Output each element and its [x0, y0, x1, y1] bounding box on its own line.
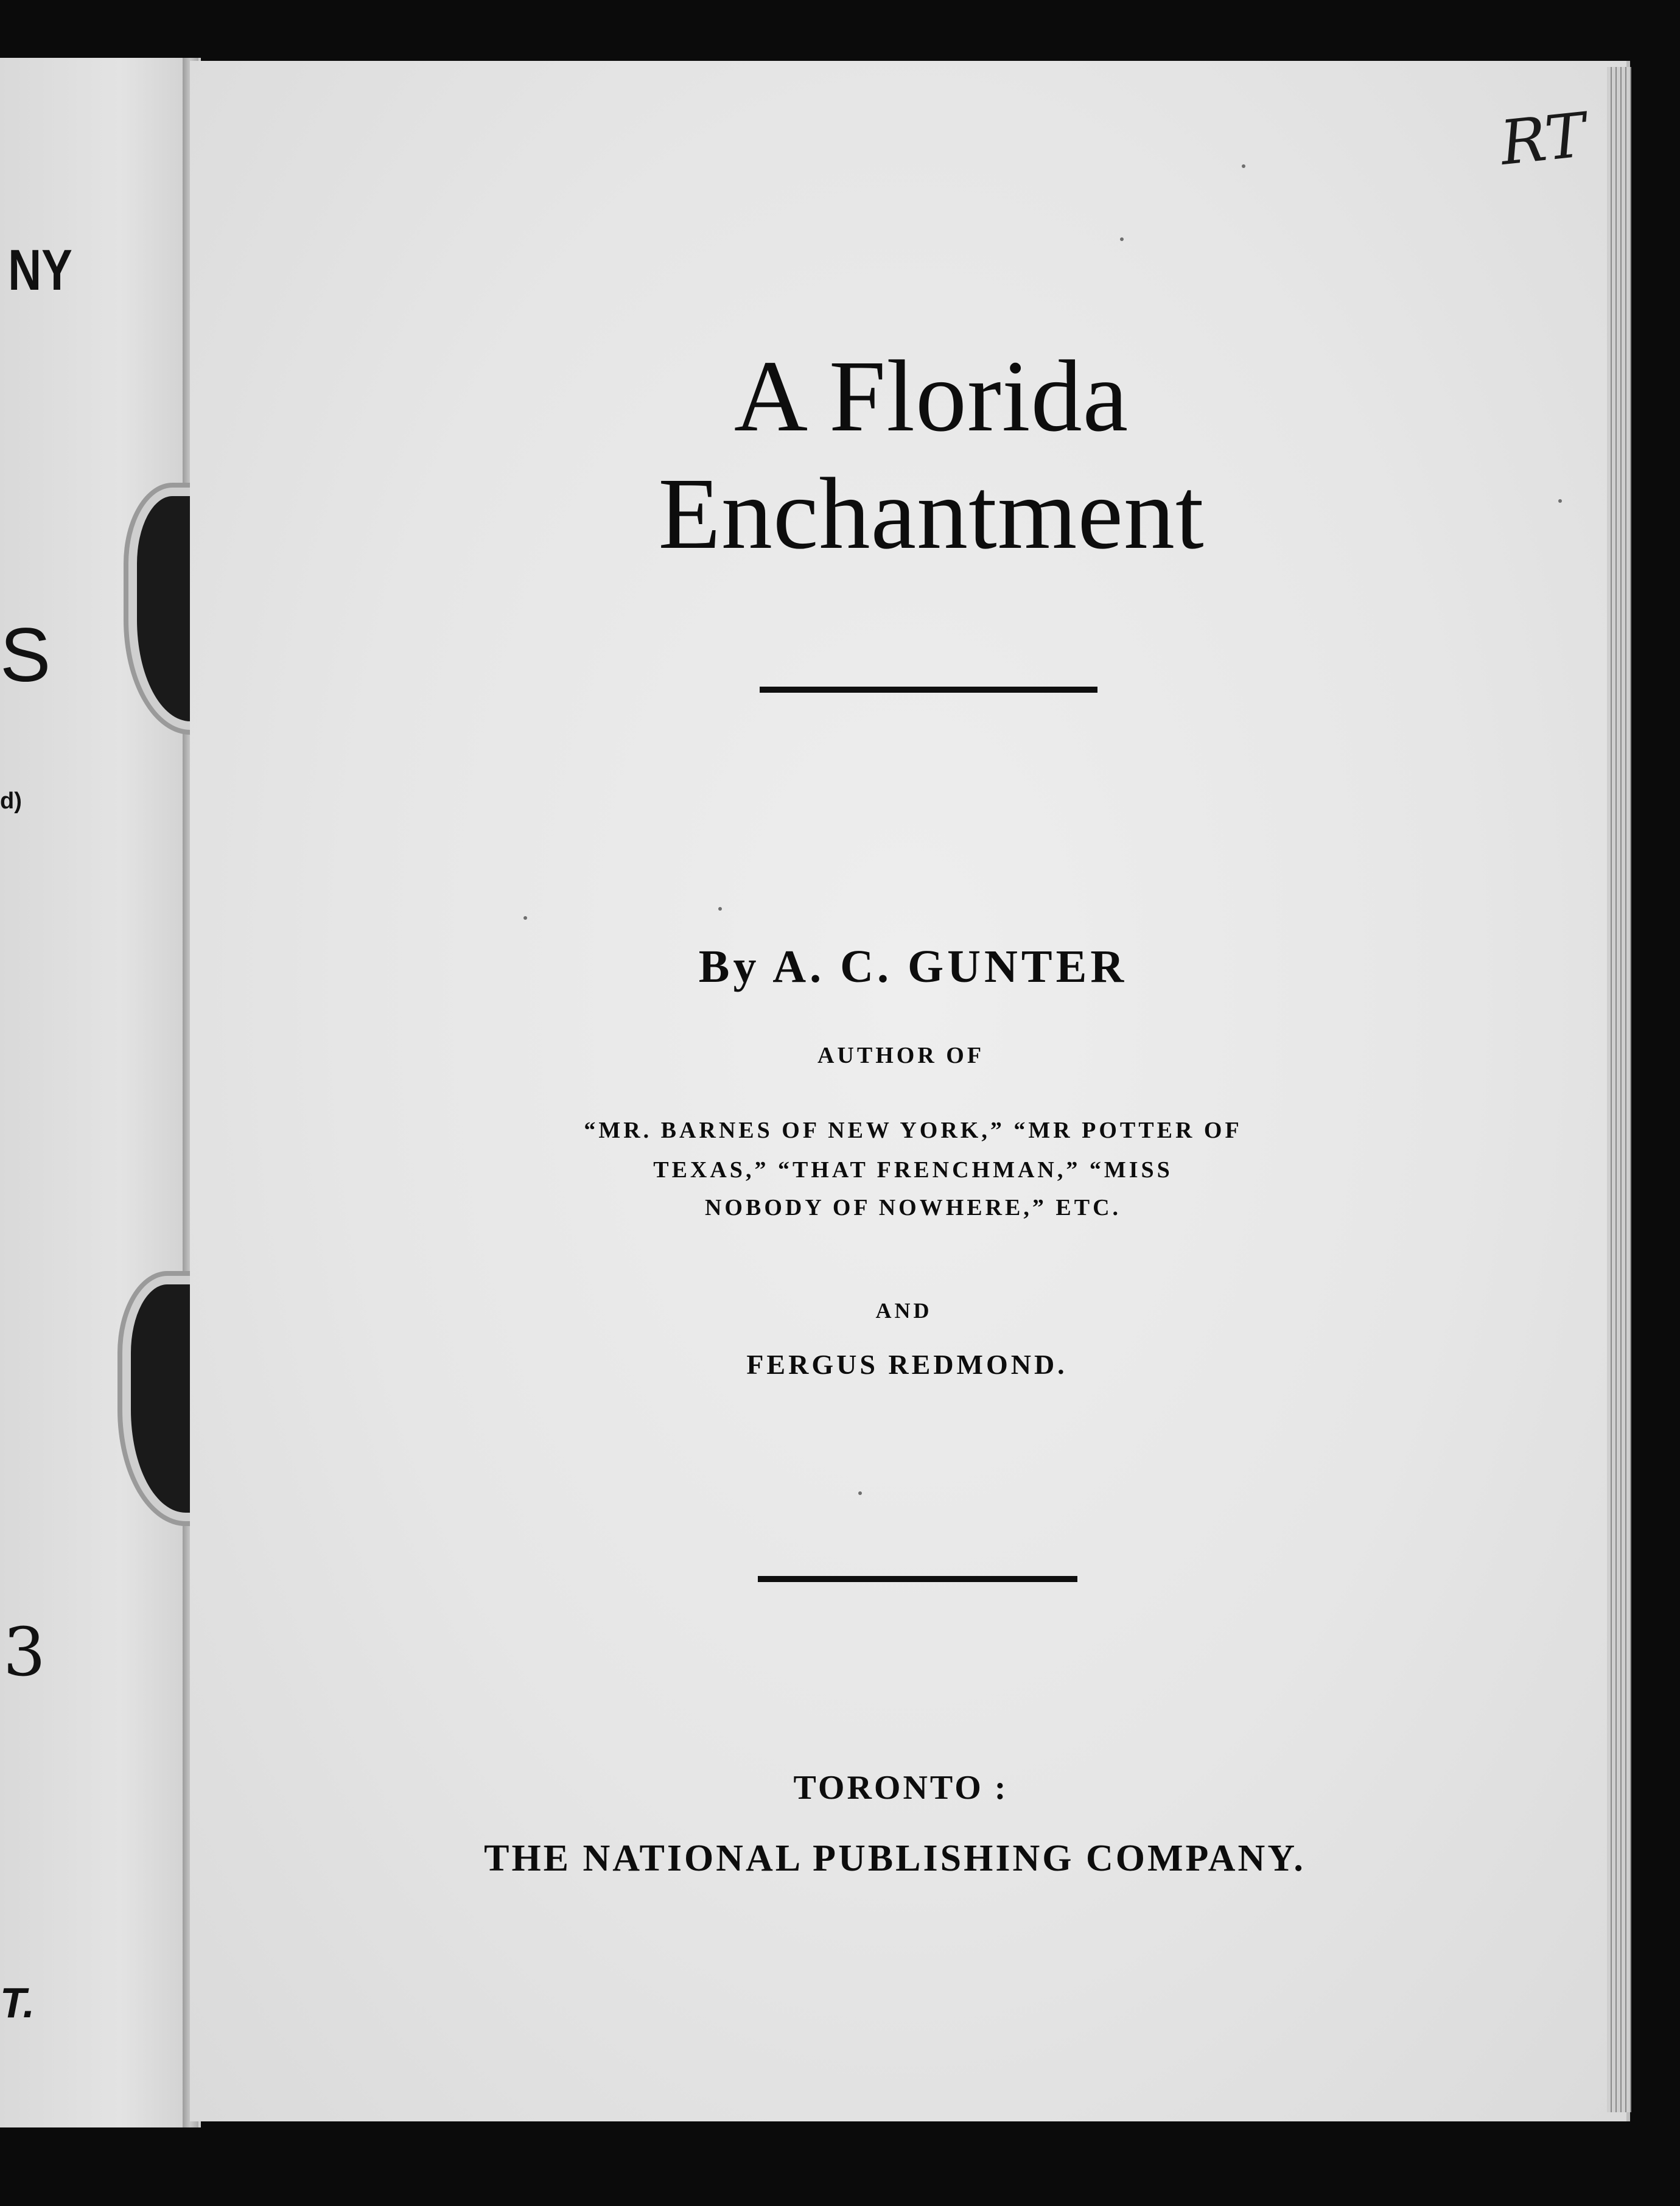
byline: By A. C. GUNTER [698, 941, 1128, 992]
previous-works-line: “MR. BARNES OF NEW YORK,” “MR POTTER OF [584, 1118, 1242, 1143]
author-of-label: AUTHOR OF [817, 1043, 985, 1068]
book-title: A Florida Enchantment [658, 340, 1205, 570]
fragment-s: S [0, 613, 51, 698]
handwritten-annotation: RT [1497, 99, 1589, 180]
conjunction: AND [875, 1298, 933, 1323]
fragment-d: d) [0, 788, 22, 814]
paper-speck [523, 916, 527, 920]
coauthor: FERGUS REDMOND. [746, 1349, 1068, 1380]
divider-rule-bottom [758, 1576, 1077, 1582]
fragment-t: T. [0, 1979, 35, 2026]
publisher-name: THE NATIONAL PUBLISHING COMPANY. [484, 1838, 1306, 1879]
previous-page-fragment [0, 58, 201, 2127]
paper-speck [1242, 164, 1245, 168]
paper-speck [718, 907, 722, 911]
paper-speck [1120, 237, 1124, 241]
fragment-ny: NY [8, 238, 72, 303]
fragment-3: 3 [3, 1613, 46, 1691]
paper-speck [858, 1491, 862, 1495]
previous-works-line: NOBODY OF NOWHERE,” ETC. [704, 1195, 1122, 1220]
publication-city: TORONTO : [793, 1769, 1009, 1807]
paper-speck [1558, 499, 1562, 503]
previous-works-line: TEXAS,” “THAT FRENCHMAN,” “MISS [653, 1157, 1173, 1183]
divider-rule-top [760, 687, 1097, 693]
page-edge [1607, 67, 1631, 2112]
